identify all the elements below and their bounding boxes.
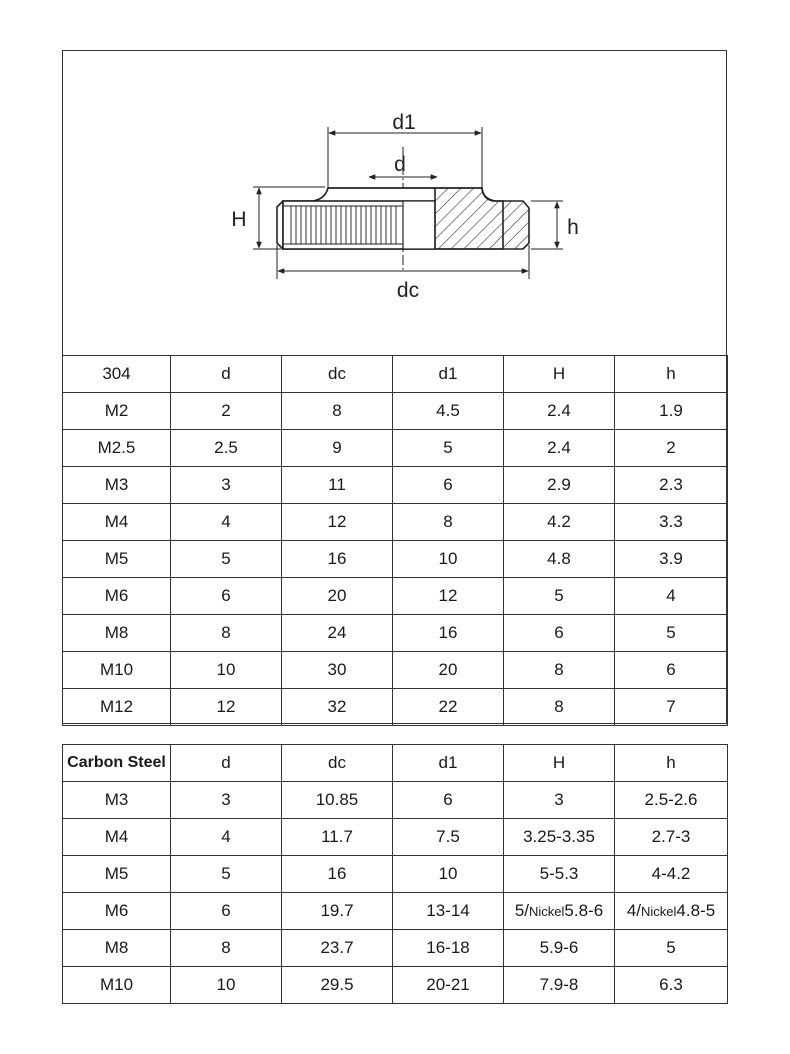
header-cell: H (504, 745, 615, 782)
table-cell: M2 (63, 393, 171, 430)
table-cell: 5 (171, 856, 282, 893)
table-cell: 16 (282, 541, 393, 578)
table-cell: 5 (615, 930, 728, 967)
header-cell: d (171, 745, 282, 782)
table-cell: 4 (615, 578, 728, 615)
table-cell: 2.7-3 (615, 819, 728, 856)
table-cell: 10 (393, 541, 504, 578)
header-cell: d1 (393, 356, 504, 393)
table-cell: 12 (171, 689, 282, 726)
table-row (63, 467, 728, 504)
table-cell: 16 (282, 856, 393, 893)
table-cell: M4 (63, 504, 171, 541)
table-cell: 13-14 (393, 893, 504, 930)
table-row (63, 615, 728, 652)
table-cell: M3 (63, 782, 171, 819)
table-cell: 4-4.2 (615, 856, 728, 893)
table-cell: 2.5-2.6 (615, 782, 728, 819)
table-cell: 6.3 (615, 967, 728, 1004)
d-label: d (394, 153, 406, 176)
table-cell: 9 (282, 430, 393, 467)
table-cell: M2.5 (63, 430, 171, 467)
table-cell: 23.7 (282, 930, 393, 967)
table-304 (62, 355, 728, 726)
table-cell: 6 (504, 615, 615, 652)
table-cell: 6 (393, 467, 504, 504)
table-cell: 11 (282, 467, 393, 504)
table-cell: 6 (171, 893, 282, 930)
table-cell: M10 (63, 967, 171, 1004)
table-row (63, 504, 728, 541)
table-cell: 3 (504, 782, 615, 819)
table-cell: 4.2 (504, 504, 615, 541)
table-cell: 8 (393, 504, 504, 541)
table-cell: 8 (171, 615, 282, 652)
h-label: h (567, 216, 579, 239)
table-cell: 6 (393, 782, 504, 819)
header-cell: d (171, 356, 282, 393)
table-cell: 2 (171, 393, 282, 430)
table-cell: 10 (171, 967, 282, 1004)
header-cell: H (504, 356, 615, 393)
knurled-nut-diagram (63, 51, 726, 355)
table-cell: 6 (171, 578, 282, 615)
header-row (63, 356, 728, 393)
table-cell: 5 (615, 615, 728, 652)
header-cell: h (615, 356, 728, 393)
table-cell: 6 (615, 652, 728, 689)
table-cell: 10 (171, 652, 282, 689)
table-cell: 3.25-3.35 (504, 819, 615, 856)
table-row (63, 430, 728, 467)
table-row (63, 652, 728, 689)
table-cell: 24 (282, 615, 393, 652)
header-cell: h (615, 745, 728, 782)
table-cell: M5 (63, 856, 171, 893)
table-cell: 29.5 (282, 967, 393, 1004)
table-cell: 22 (393, 689, 504, 726)
dc-label: dc (396, 279, 420, 302)
table-cell: 3 (171, 467, 282, 504)
table-cell: M3 (63, 467, 171, 504)
table-cell: 8 (504, 689, 615, 726)
table-cell: M8 (63, 615, 171, 652)
table-cell: M10 (63, 652, 171, 689)
table-carbon-steel (62, 744, 728, 1004)
table-cell: 4 (171, 819, 282, 856)
table-cell: M5 (63, 541, 171, 578)
table-cell: 19.7 (282, 893, 393, 930)
table-cell: 4/Nickel4.8-5 (615, 893, 728, 930)
table-cell: M6 (63, 893, 171, 930)
table-cell: M8 (63, 930, 171, 967)
table-cell: 3.9 (615, 541, 728, 578)
table-cell: 2.4 (504, 393, 615, 430)
table-cell: 1.9 (615, 393, 728, 430)
table-cell: M12 (63, 689, 171, 726)
table-cell: 7 (615, 689, 728, 726)
table-cell: 4 (171, 504, 282, 541)
header-cell: dc (282, 356, 393, 393)
header-row (63, 745, 728, 782)
table-row (63, 930, 728, 967)
table-cell: 3.3 (615, 504, 728, 541)
table-row (63, 967, 728, 1004)
d1-label: d1 (392, 111, 416, 134)
table-cell: 20 (282, 578, 393, 615)
table-cell: 11.7 (282, 819, 393, 856)
table-cell: 2.4 (504, 430, 615, 467)
table-cell: 7.9-8 (504, 967, 615, 1004)
table-cell: M6 (63, 578, 171, 615)
table-row (63, 782, 728, 819)
table-row (63, 393, 728, 430)
table-row (63, 689, 728, 726)
drawing-frame (62, 50, 727, 724)
header-cell: Carbon Steel (63, 745, 171, 782)
table-cell: 2.5 (171, 430, 282, 467)
table-row (63, 856, 728, 893)
table-cell: 2.9 (504, 467, 615, 504)
table-cell: 2.3 (615, 467, 728, 504)
table-cell: 20 (393, 652, 504, 689)
table-cell: 5/Nickel5.8-6 (504, 893, 615, 930)
table-cell: 10.85 (282, 782, 393, 819)
table-cell: 5.9-6 (504, 930, 615, 967)
header-cell: d1 (393, 745, 504, 782)
H-label: H (231, 208, 247, 231)
table-cell: 32 (282, 689, 393, 726)
table-cell: 12 (282, 504, 393, 541)
table-cell: 2 (615, 430, 728, 467)
table-row (63, 819, 728, 856)
table-cell: 3 (171, 782, 282, 819)
table-cell: 5-5.3 (504, 856, 615, 893)
table-row (63, 541, 728, 578)
table-cell: 8 (282, 393, 393, 430)
table-cell: M4 (63, 819, 171, 856)
table-cell: 16 (393, 615, 504, 652)
table-cell: 16-18 (393, 930, 504, 967)
table-cell: 20-21 (393, 967, 504, 1004)
table-cell: 5 (504, 578, 615, 615)
header-cell: dc (282, 745, 393, 782)
table-cell: 8 (504, 652, 615, 689)
hatched-section (435, 188, 529, 249)
table-cell: 5 (393, 430, 504, 467)
table-row (63, 578, 728, 615)
table-cell: 8 (171, 930, 282, 967)
table-cell: 4.8 (504, 541, 615, 578)
table-cell: 10 (393, 856, 504, 893)
header-cell: 304 (63, 356, 171, 393)
table-cell: 7.5 (393, 819, 504, 856)
table-cell: 30 (282, 652, 393, 689)
table-cell: 4.5 (393, 393, 504, 430)
bore (403, 201, 435, 249)
table-cell: 12 (393, 578, 504, 615)
table-cell: 5 (171, 541, 282, 578)
table-row (63, 893, 728, 930)
